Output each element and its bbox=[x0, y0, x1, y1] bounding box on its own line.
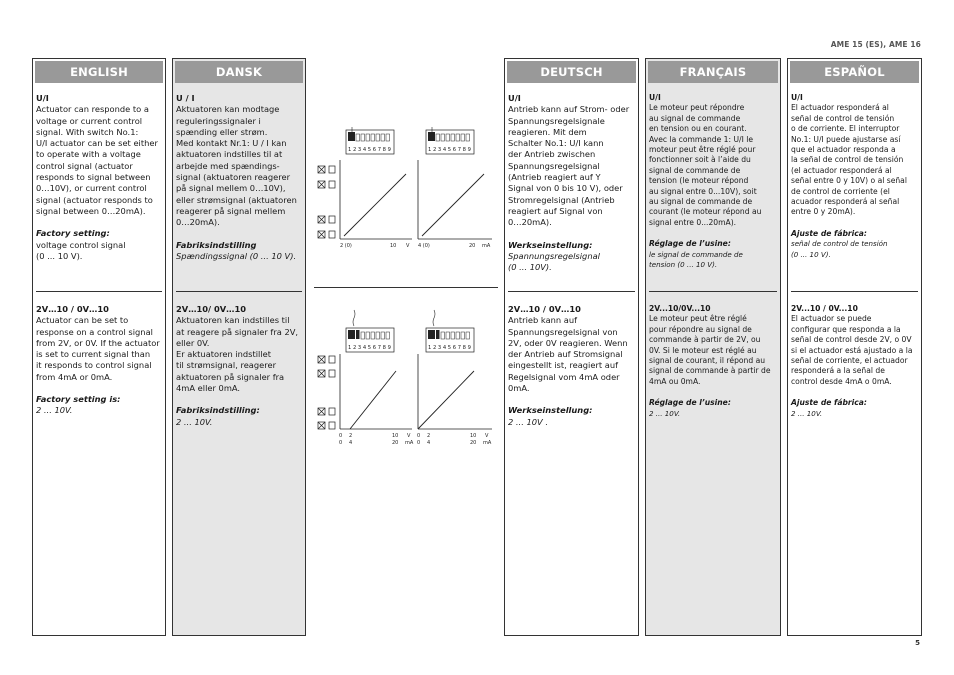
section-voltage-current bbox=[173, 93, 305, 262]
factory-setting-value bbox=[508, 251, 635, 274]
text-line: Actuator can responde to a bbox=[36, 104, 149, 115]
text-line: El actuador se puede bbox=[791, 314, 872, 324]
wiring-diagrams bbox=[314, 120, 499, 450]
text-line: o de corriente. El interruptor bbox=[791, 124, 900, 134]
chart-bottom-left bbox=[340, 354, 412, 429]
text-line: 0V. Si le moteur est réglé au bbox=[649, 345, 757, 355]
section-body bbox=[649, 103, 777, 228]
text-line: de control de corriente (el bbox=[791, 186, 890, 196]
section-body bbox=[508, 315, 635, 394]
text-line: aktuatoren på signaler fra bbox=[176, 371, 285, 382]
text-line: Schalter No.1: U/I kann bbox=[508, 138, 604, 149]
text-line: señal de corriente, el actuador bbox=[791, 356, 908, 366]
text-line: que el actuador responda a bbox=[791, 145, 896, 155]
text-line: Stromregelsignal (Antrieb bbox=[508, 194, 615, 205]
section-heading: U / I bbox=[176, 93, 195, 103]
text-line: 0…20mA). bbox=[176, 217, 220, 228]
text-line: Spannungsregelsignale bbox=[508, 115, 605, 126]
column-deutsch bbox=[504, 58, 639, 636]
text-line: 2 ... 10V. bbox=[36, 405, 73, 416]
section-heading: U/I bbox=[36, 93, 49, 103]
text-line: tension (le moteur répond bbox=[649, 176, 749, 186]
text-line: (el actuador responderá al bbox=[791, 165, 892, 175]
text-line: is set to current signal than bbox=[36, 349, 151, 360]
factory-setting-label: Ajuste de fábrica: bbox=[791, 398, 867, 408]
column-title: ESPAÑOL bbox=[790, 61, 919, 83]
switch-block-top-left bbox=[346, 127, 394, 154]
text-line: reagiert auf Signal von bbox=[508, 205, 603, 216]
section-heading: 2V...10 / 0V...10 bbox=[791, 304, 858, 313]
x-tick-label: V bbox=[407, 433, 411, 439]
factory-setting-value bbox=[176, 251, 302, 262]
section-divider bbox=[36, 291, 162, 292]
text-line: 2 ... 10V. bbox=[649, 408, 681, 418]
section-body bbox=[649, 314, 777, 387]
section-body bbox=[508, 104, 635, 228]
column-title: FRANÇAIS bbox=[648, 61, 778, 83]
section-heading: U/I bbox=[649, 93, 661, 102]
x-tick-label: 2 bbox=[349, 433, 353, 439]
section-body bbox=[791, 314, 918, 387]
column-espanol bbox=[787, 58, 922, 636]
factory-setting-label: Ajuste de fábrica: bbox=[791, 228, 867, 238]
column-english bbox=[32, 58, 166, 636]
x-tick-label: V bbox=[406, 243, 410, 249]
x-tick-label: 0 bbox=[339, 440, 343, 446]
text-line: from 2V, or 0V. If the actuator bbox=[36, 337, 160, 348]
text-line: control desde 4mA o 0mA. bbox=[791, 376, 892, 386]
text-line: 0…10V), or current control bbox=[36, 183, 147, 194]
text-line: eller 0V. bbox=[176, 337, 210, 348]
text-line: (0 ... 10V). bbox=[508, 262, 552, 273]
text-line: 4mA ou 0mA. bbox=[649, 376, 701, 386]
switch-block-top-right bbox=[426, 127, 474, 154]
text-line: Regelsignal vom 4mA oder bbox=[508, 371, 620, 382]
text-line: 2 ... 10V. bbox=[791, 408, 823, 418]
x-tick-label: 4 bbox=[427, 440, 431, 446]
text-line: Spændingssignal (0 ... 10 V). bbox=[176, 250, 297, 261]
text-line: Er aktuatoren indstillet bbox=[176, 349, 272, 360]
x-tick-label: 10 bbox=[390, 243, 397, 249]
factory-setting-label: Réglage de l’usine: bbox=[649, 239, 731, 249]
section-body bbox=[176, 315, 302, 394]
x-tick-label: 20 bbox=[469, 243, 476, 249]
x-tick-label: mA bbox=[482, 243, 491, 249]
section-divider bbox=[649, 291, 777, 292]
column-francais bbox=[645, 58, 781, 636]
text-line: commande à partir de 2V, ou bbox=[649, 335, 761, 345]
switch-digits: 1 2 3 4 5 6 7 8 9 bbox=[428, 345, 471, 351]
switch-digits: 1 2 3 4 5 6 7 8 9 bbox=[428, 147, 471, 153]
text-line: it responds to control signal bbox=[36, 360, 152, 371]
text-line: acuador responderá al señal bbox=[791, 197, 900, 207]
factory-setting-label: Werkseinstellung: bbox=[508, 239, 593, 250]
x-tick-label: 20 bbox=[470, 440, 477, 446]
text-line: (0 ... 10 V). bbox=[36, 250, 83, 261]
text-line: voltage control signal bbox=[36, 239, 126, 250]
text-line: Aktuatoren kan indstilles til bbox=[176, 315, 290, 326]
factory-setting-label: Réglage de l’usine: bbox=[649, 398, 731, 408]
text-line: Avec la commande 1: U/I le bbox=[649, 134, 754, 144]
factory-setting-value bbox=[791, 239, 918, 260]
text-line: la señal de control de tensión bbox=[791, 155, 904, 165]
section-signal-range bbox=[33, 304, 165, 417]
text-line: der Antrieb zwischen bbox=[508, 149, 596, 160]
section-body bbox=[176, 104, 302, 228]
section-signal-range bbox=[788, 304, 921, 419]
chart-top-left bbox=[340, 160, 412, 239]
section-divider bbox=[791, 291, 918, 292]
text-line: en tension ou en courant. bbox=[649, 124, 747, 134]
column-dansk bbox=[172, 58, 306, 636]
text-line: control signal (actuator bbox=[36, 160, 133, 171]
x-tick-label: 0 bbox=[417, 433, 421, 439]
x-tick-label: 10 bbox=[392, 433, 399, 439]
section-body bbox=[791, 103, 918, 217]
text-line: señal de control de tensión bbox=[791, 113, 895, 123]
text-line: No.1: U/I puede ajustarse así bbox=[791, 134, 901, 144]
section-divider bbox=[508, 291, 635, 292]
text-line: Spannungsregelsignal von bbox=[508, 326, 618, 337]
actuator-symbols-top bbox=[318, 166, 335, 238]
text-line: aktuatoren indstilles til at bbox=[176, 149, 283, 160]
text-line: (Antrieb reagiert auf Y bbox=[508, 172, 601, 183]
text-line: Med kontakt Nr.1: U / I kan bbox=[176, 138, 287, 149]
text-line: 2V, oder 0V reagieren. Wenn bbox=[508, 337, 628, 348]
factory-setting-value bbox=[36, 240, 162, 263]
section-signal-range bbox=[505, 304, 638, 428]
text-line: Spannungsregelsignal bbox=[508, 250, 600, 261]
switch-digits: 1 2 3 4 5 6 7 8 9 bbox=[348, 147, 391, 153]
x-tick-label: 10 bbox=[470, 433, 477, 439]
text-line: U/I actuator can be set either bbox=[36, 138, 158, 149]
chart-bottom-right bbox=[418, 354, 492, 429]
factory-setting-label: Fabriksindstilling: bbox=[176, 405, 260, 416]
factory-setting-value bbox=[649, 409, 777, 419]
factory-setting-value bbox=[791, 409, 918, 419]
text-line: pour répondre au signal de bbox=[649, 324, 752, 334]
x-tick-label: 0 bbox=[339, 433, 343, 439]
text-line: Aktuatoren kan modtage bbox=[176, 104, 280, 115]
text-line: 2 ... 10V. bbox=[176, 416, 213, 427]
factory-setting-value bbox=[649, 250, 777, 271]
text-line: signal (aktuatoren reagerer bbox=[176, 172, 290, 183]
x-tick-label: 20 bbox=[392, 440, 399, 446]
section-heading: 2V…10 / 0V…10 bbox=[36, 304, 109, 314]
text-line: der Antrieb auf Stromsignal bbox=[508, 349, 623, 360]
document-id: AME 15 (ES), AME 16 bbox=[830, 40, 921, 49]
text-line: eingestellt ist, reagiert auf bbox=[508, 360, 619, 371]
text-line: 4mA eller 0mA. bbox=[176, 383, 241, 394]
switch-block-bottom-left bbox=[346, 310, 394, 352]
switch-block-bottom-right bbox=[426, 310, 474, 352]
text-line: voltage or current control bbox=[36, 115, 143, 126]
section-voltage-current bbox=[646, 93, 780, 271]
text-line: response on a control signal bbox=[36, 326, 153, 337]
section-heading: 2V...10/0V...10 bbox=[649, 304, 711, 313]
page-number: 5 bbox=[915, 639, 920, 647]
text-line: reguleringssignaler i bbox=[176, 115, 261, 126]
section-signal-range bbox=[646, 304, 780, 419]
text-line: entre 0 y 20mA). bbox=[791, 207, 856, 217]
section-voltage-current bbox=[33, 93, 165, 262]
text-line: signal entre 0...20mA). bbox=[649, 217, 737, 227]
text-line: signal (actuator responds to bbox=[36, 194, 153, 205]
text-line: configurar que responda a la bbox=[791, 324, 901, 334]
text-line: arbejde med spændings- bbox=[176, 160, 280, 171]
text-line: Spannungsregelsignal bbox=[508, 160, 600, 171]
text-line: 0…20mA). bbox=[508, 217, 552, 228]
text-line: spænding eller strøm. bbox=[176, 126, 268, 137]
switch-digits: 1 2 3 4 5 6 7 8 9 bbox=[348, 345, 391, 351]
factory-setting-label: Factory setting: bbox=[36, 228, 110, 239]
factory-setting-label: Werkseinstellung: bbox=[508, 405, 593, 416]
text-line: at reagere på signaler fra 2V, bbox=[176, 326, 299, 337]
text-line: si el actuador está ajustado a la bbox=[791, 345, 913, 355]
x-tick-label: 2 bbox=[427, 433, 431, 439]
text-line: 0mA. bbox=[508, 383, 530, 394]
text-line: responds to signal between bbox=[36, 172, 151, 183]
x-tick-label: 0 bbox=[417, 440, 421, 446]
text-line: au signal de commande bbox=[649, 113, 741, 123]
text-line: signal de courant, il répond au bbox=[649, 356, 766, 366]
column-title: ENGLISH bbox=[35, 61, 163, 83]
factory-setting-label: Factory setting is: bbox=[36, 394, 121, 405]
text-line: Actuator can be set to bbox=[36, 315, 129, 326]
text-line: from 4mA or 0mA. bbox=[36, 371, 113, 382]
text-line: El actuador responderá al bbox=[791, 103, 889, 113]
text-line: signal de commande à partir de bbox=[649, 366, 771, 376]
text-line: på signal mellem 0…10V), bbox=[176, 183, 286, 194]
section-heading: 2V…10 / 0V…10 bbox=[508, 304, 581, 314]
x-tick-label: 4 bbox=[349, 440, 353, 446]
section-divider bbox=[176, 291, 302, 292]
section-heading: U/I bbox=[791, 93, 803, 102]
x-tick-label: V bbox=[485, 433, 489, 439]
text-line: courant (le moteur répond au bbox=[649, 207, 762, 217]
section-body bbox=[36, 104, 162, 217]
text-line: señal de control de tensión bbox=[791, 239, 888, 249]
section-voltage-current bbox=[788, 93, 921, 260]
chart-top-right bbox=[418, 160, 492, 239]
text-line: Antrieb kann auf Strom- oder bbox=[508, 104, 630, 115]
text-line: reagieren. Mit dem bbox=[508, 126, 587, 137]
text-line: le signal de commande de bbox=[649, 249, 743, 259]
text-line: moteur peut être réglé pour bbox=[649, 145, 756, 155]
section-voltage-current bbox=[505, 93, 638, 273]
text-line: Le moteur peut être réglé bbox=[649, 314, 747, 324]
text-line: fonctionner soit à l’aide du bbox=[649, 155, 751, 165]
factory-setting-value bbox=[508, 417, 635, 428]
x-tick-label: mA bbox=[405, 440, 414, 446]
text-line: to operate with a voltage bbox=[36, 149, 141, 160]
text-line: (0 ... 10 V). bbox=[791, 249, 831, 259]
text-line: señal entre 0 y 10V) o al señal bbox=[791, 176, 907, 186]
column-title: DANSK bbox=[175, 61, 303, 83]
x-tick-label: 4 (0) bbox=[418, 243, 430, 249]
text-line: señal de control desde 2V, o 0V bbox=[791, 335, 912, 345]
x-tick-label: 2 (0) bbox=[340, 243, 352, 249]
column-title: DEUTSCH bbox=[507, 61, 636, 83]
text-line: signal de commande de bbox=[649, 165, 741, 175]
factory-setting-value bbox=[176, 417, 302, 428]
actuator-symbols-bottom bbox=[318, 356, 335, 429]
text-line: reagerer på signal mellem bbox=[176, 205, 286, 216]
text-line: Antrieb kann auf bbox=[508, 315, 578, 326]
section-heading: 2V…10/ 0V…10 bbox=[176, 304, 246, 314]
text-line: 2 ... 10V . bbox=[508, 416, 548, 427]
section-signal-range bbox=[173, 304, 305, 428]
text-line: signal. With switch No.1: bbox=[36, 126, 139, 137]
text-line: au signal entre 0...10V), soit bbox=[649, 186, 757, 196]
text-line: Le moteur peut répondre bbox=[649, 103, 745, 113]
factory-setting-value bbox=[36, 405, 162, 416]
factory-setting-label: Fabriksindstilling bbox=[176, 239, 257, 250]
text-line: til strømsignal, reagerer bbox=[176, 360, 276, 371]
text-line: eller strømsignal (aktuatoren bbox=[176, 194, 297, 205]
x-tick-label: mA bbox=[483, 440, 492, 446]
section-body bbox=[36, 315, 162, 383]
text-line: tension (0 ... 10 V). bbox=[649, 260, 718, 270]
text-line: au signal de commande de bbox=[649, 197, 753, 207]
section-heading: U/I bbox=[508, 93, 521, 103]
text-line: signal between 0…20mA). bbox=[36, 205, 146, 216]
text-line: responderá a la señal de bbox=[791, 366, 885, 376]
text-line: Signal von 0 bis 10 V), oder bbox=[508, 183, 623, 194]
